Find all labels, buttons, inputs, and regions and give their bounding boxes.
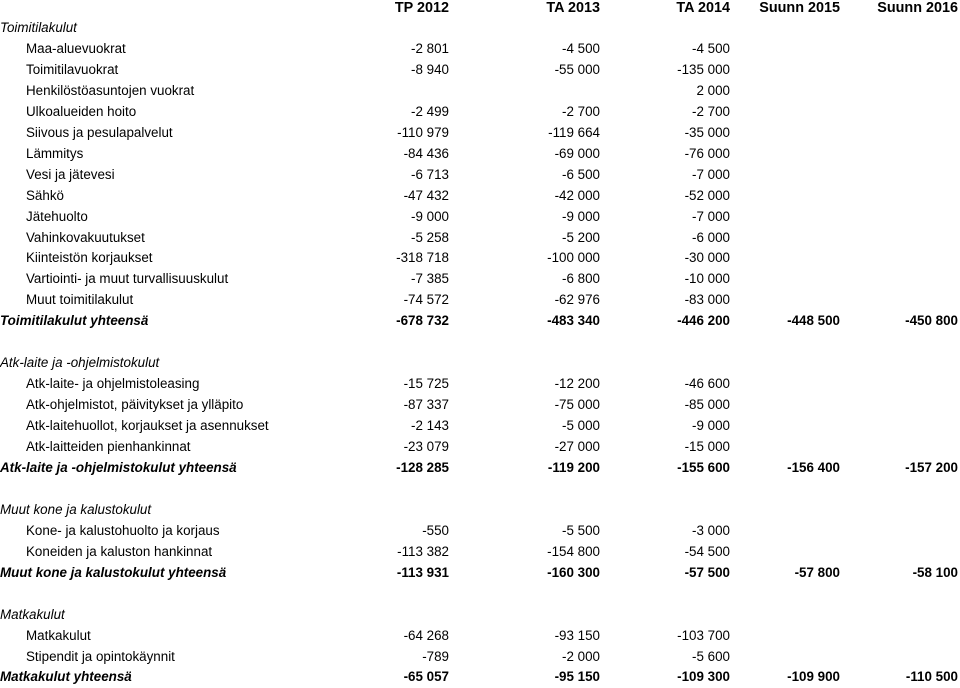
- cell-ta-2013: -5 200: [562, 229, 600, 245]
- cell-ta-2014: -103 700: [677, 627, 730, 643]
- cell-tp-2012: -8 940: [411, 61, 449, 77]
- cell-tp-2012: -678 732: [396, 313, 449, 329]
- total-label: Matkakulut yhteensä: [0, 669, 132, 685]
- cell-ta-2014: -5 600: [692, 648, 730, 664]
- cell-suunn-2016: -157 200: [905, 459, 958, 475]
- table-row: [0, 520, 960, 541]
- cell-ta-2014: -76 000: [684, 145, 730, 161]
- table-row: [0, 541, 960, 562]
- table-row: [0, 415, 960, 436]
- total-row: [0, 562, 960, 583]
- cell-tp-2012: -5 258: [411, 229, 449, 245]
- table-row: [0, 185, 960, 206]
- cell-ta-2014: -6 000: [692, 229, 730, 245]
- row-label: Sähkö: [26, 187, 64, 203]
- cell-ta-2014: -7 000: [692, 166, 730, 182]
- cell-ta-2013: -100 000: [547, 250, 600, 266]
- table-row: [0, 247, 960, 268]
- total-label: Muut kone ja kalustokulut yhteensä: [0, 564, 227, 580]
- section-header-row: [0, 499, 960, 520]
- cell-ta-2014: -446 200: [677, 313, 730, 329]
- table-row: [0, 436, 960, 457]
- spacer-row: [0, 331, 960, 352]
- table-row: [0, 206, 960, 227]
- cell-ta-2014: -35 000: [684, 124, 730, 140]
- cell-ta-2014: -85 000: [684, 397, 730, 413]
- cell-ta-2013: -6 500: [562, 166, 600, 182]
- section-title: Muut kone ja kalustokulut: [0, 501, 152, 517]
- total-row: [0, 457, 960, 478]
- row-label: Atk-laitteiden pienhankinnat: [26, 439, 191, 454]
- table-row: [0, 646, 960, 667]
- section-header-row: [0, 604, 960, 625]
- cell-ta-2013: -119 200: [547, 459, 600, 475]
- cell-ta-2013: -2 000: [562, 648, 600, 664]
- cell-tp-2012: -110 979: [397, 124, 449, 140]
- cell-ta-2014: -109 300: [677, 669, 730, 685]
- row-label: Toimitilavuokrat: [26, 61, 119, 77]
- cell-ta-2014: -155 600: [677, 459, 730, 475]
- cell-tp-2012: -65 057: [403, 669, 449, 685]
- cell-suunn-2016: -450 800: [905, 313, 958, 329]
- cell-ta-2013: -27 000: [554, 439, 600, 454]
- row-label: Atk-ohjelmistot, päivitykset ja ylläpito: [26, 397, 244, 413]
- cell-ta-2013: -2 700: [562, 103, 600, 119]
- table-row: [0, 268, 960, 289]
- table-row: [0, 227, 960, 248]
- row-label: Atk-laitehuollot, korjaukset ja asennukset: [26, 418, 269, 434]
- row-label: Kone- ja kalustohuolto ja korjaus: [26, 522, 220, 538]
- cell-ta-2013: -62 976: [554, 292, 600, 308]
- table-row: [0, 59, 960, 80]
- table-row: [0, 289, 960, 310]
- cell-suunn-2015: -156 400: [787, 459, 840, 475]
- cell-tp-2012: -318 718: [396, 250, 449, 266]
- total-label: Toimitilakulut yhteensä: [0, 313, 149, 329]
- cell-ta-2013: -4 500: [562, 40, 600, 56]
- cell-tp-2012: -2 801: [411, 40, 449, 56]
- spacer-row: [0, 583, 960, 604]
- cell-tp-2012: -550: [422, 522, 449, 538]
- cell-ta-2014: -7 000: [692, 208, 730, 224]
- cell-ta-2014: -135 000: [677, 61, 730, 77]
- cell-ta-2014: -46 600: [684, 376, 730, 392]
- total-label: Atk-laite ja -ohjelmistokulut yhteensä: [0, 459, 237, 475]
- cell-ta-2014: -4 500: [692, 40, 730, 56]
- table-row: [0, 122, 960, 143]
- row-label: Koneiden ja kaluston hankinnat: [26, 543, 213, 559]
- column-header-suunn-2016: Suunn 2016: [877, 0, 958, 16]
- cell-ta-2014: -9 000: [692, 418, 730, 434]
- cell-ta-2013: -5 000: [562, 418, 600, 434]
- cell-tp-2012: -74 572: [403, 292, 449, 308]
- cell-tp-2012: -6 713: [411, 166, 449, 182]
- table-row: [0, 143, 960, 164]
- section-title: Atk-laite ja -ohjelmistokulut: [0, 355, 160, 371]
- cell-ta-2014: -3 000: [692, 522, 730, 538]
- row-label: Siivous ja pesulapalvelut: [26, 124, 173, 140]
- cell-suunn-2015: -57 800: [794, 564, 840, 580]
- cell-tp-2012: -84 436: [403, 145, 449, 161]
- row-label: Henkilöstöasuntojen vuokrat: [26, 82, 195, 98]
- cell-ta-2013: -483 340: [547, 313, 600, 329]
- cell-ta-2013: -55 000: [554, 61, 600, 77]
- cell-ta-2013: -95 150: [554, 669, 600, 685]
- cell-ta-2013: -69 000: [554, 145, 600, 161]
- cell-ta-2013: -9 000: [562, 208, 600, 224]
- row-label: Stipendit ja opintokäynnit: [26, 648, 175, 664]
- cell-ta-2013: -93 150: [554, 627, 600, 643]
- cell-tp-2012: -789: [422, 648, 449, 664]
- cell-tp-2012: -87 337: [403, 397, 449, 413]
- cell-ta-2013: -75 000: [554, 397, 600, 413]
- cell-suunn-2016: -58 100: [912, 564, 958, 580]
- cell-tp-2012: -128 285: [396, 459, 449, 475]
- cell-ta-2014: -30 000: [684, 250, 730, 266]
- table-row: [0, 38, 960, 59]
- cell-suunn-2015: -448 500: [787, 313, 840, 329]
- cell-ta-2013: -154 800: [547, 543, 600, 559]
- cell-tp-2012: -15 725: [403, 376, 449, 392]
- cell-ta-2013: -160 300: [547, 564, 600, 580]
- cell-ta-2014: -83 000: [684, 292, 730, 308]
- row-label: Jätehuolto: [26, 208, 88, 224]
- row-label: Lämmitys: [26, 145, 84, 161]
- row-label: Ulkoalueiden hoito: [26, 103, 137, 119]
- section-title: Matkakulut: [0, 606, 65, 622]
- spacer-row: [0, 478, 960, 499]
- table-row: [0, 80, 960, 101]
- cell-tp-2012: -2 143: [411, 418, 449, 434]
- cell-tp-2012: -47 432: [403, 187, 449, 203]
- cell-tp-2012: -2 499: [411, 103, 449, 119]
- row-label: Maa-aluevuokrat: [26, 40, 126, 56]
- total-row: [0, 310, 960, 331]
- section-header-row: [0, 352, 960, 373]
- section-header-row: [0, 17, 960, 38]
- cell-ta-2013: -42 000: [554, 187, 600, 203]
- cell-ta-2013: -5 500: [562, 522, 600, 538]
- row-label: Vahinkovakuutukset: [26, 229, 145, 245]
- row-label: Vartiointi- ja muut turvallisuuskulut: [26, 271, 229, 287]
- cell-ta-2014: -15 000: [684, 439, 730, 454]
- cell-tp-2012: -113 931: [396, 564, 449, 580]
- cell-tp-2012: -113 382: [397, 543, 449, 559]
- row-label: Atk-laite- ja ohjelmistoleasing: [26, 376, 200, 392]
- table-row: [0, 101, 960, 122]
- column-header-suunn-2015: Suunn 2015: [759, 0, 840, 16]
- cell-suunn-2015: -109 900: [787, 669, 840, 685]
- cell-tp-2012: -7 385: [411, 271, 449, 287]
- cell-ta-2013: -6 800: [562, 271, 600, 287]
- cell-tp-2012: -64 268: [403, 627, 449, 643]
- row-label: Muut toimitilakulut: [26, 292, 134, 308]
- row-label: Vesi ja jätevesi: [26, 166, 115, 182]
- row-label: Kiinteistön korjaukset: [26, 250, 153, 266]
- table-row: [0, 164, 960, 185]
- table-row: [0, 394, 960, 415]
- cell-ta-2014: -52 000: [684, 187, 730, 203]
- cell-ta-2014: -2 700: [692, 103, 730, 119]
- cell-ta-2013: -12 200: [554, 376, 600, 392]
- cell-suunn-2016: -110 500: [905, 669, 958, 685]
- column-header-ta-2013: TA 2013: [546, 0, 600, 16]
- cell-ta-2013: -119 664: [548, 124, 600, 140]
- cell-tp-2012: -9 000: [411, 208, 449, 224]
- cell-ta-2014: -57 500: [684, 564, 730, 580]
- cell-ta-2014: -54 500: [684, 543, 730, 559]
- cell-ta-2014: 2 000: [696, 82, 730, 98]
- row-label: Matkakulut: [26, 627, 91, 643]
- column-header-ta-2014: TA 2014: [676, 0, 730, 16]
- total-row: [0, 666, 960, 687]
- section-title: Toimitilakulut: [0, 20, 77, 35]
- table-row: [0, 625, 960, 646]
- cell-tp-2012: -23 079: [403, 439, 449, 454]
- table-row: [0, 373, 960, 394]
- cell-ta-2014: -10 000: [684, 271, 730, 287]
- column-header-tp-2012: TP 2012: [394, 0, 449, 16]
